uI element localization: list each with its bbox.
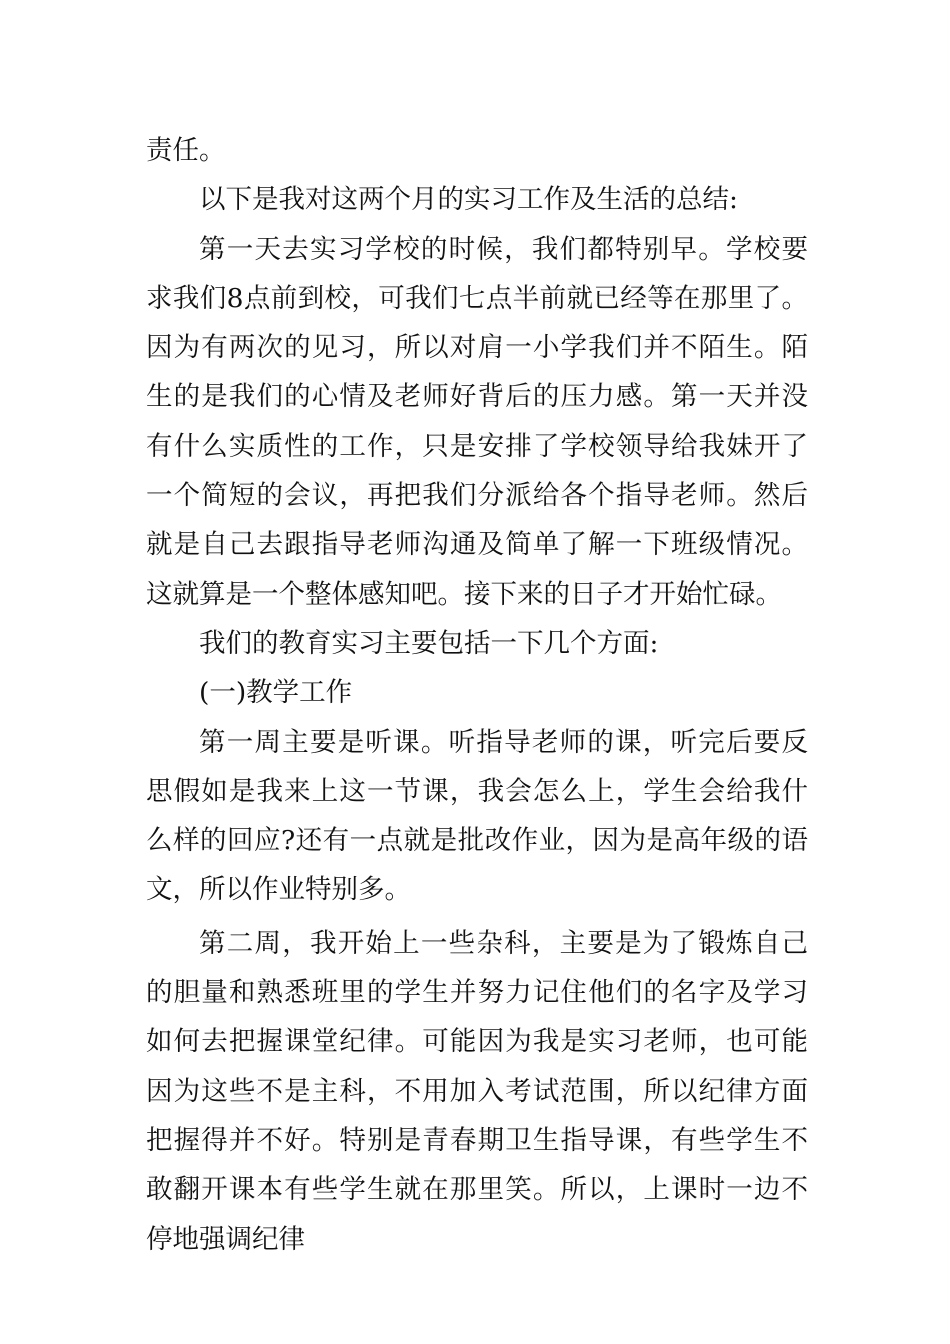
paragraph-first-day: 第一天去实习学校的时候，我们都特别早。学校要求我们8点前到校，可我们七点半前就已经等在那里了。因为有两次的见习，所以对肩一小学我们并不陌生。陌生的是我们的心情及老师好背后的压力感。第一天并没有什么实质性的工作，只是安排了学校领导给我妹开了一个简短的会议，再把我们分派给各个指导老师。然后就是自己去跟指导老师沟通及简单了解一下班级情况。这就算是一个整体感知吧。接下来的日子才开始忙碌。 bbox=[146, 233, 808, 610]
paragraph-summary-intro: 以下是我对这两个月的实习工作及生活的总结: bbox=[199, 184, 738, 216]
paragraph-first-week: 第一周主要是听课。听指导老师的课，听完后要反思假如是我来上这一节课，我会怎么上，学生会给我什么样的回应?还有一点就是批改作业，因为是高年级的语文，所以作业特别多。 bbox=[146, 726, 808, 906]
paragraph-continuation: 责任。 bbox=[146, 135, 226, 166]
section-heading-teaching: (一)教学工作 bbox=[199, 677, 353, 709]
paragraph-internship-aspects: 我们的教育实习主要包括一下几个方面: bbox=[199, 627, 659, 659]
document-body bbox=[146, 126, 808, 1264]
paragraph-second-week: 第二周，我开始上一些杂科，主要是为了锻炼自己的胆量和熟悉班里的学生并努力记住他们的名字及学习如何去把握课堂纪律。可能因为我是实习老师，也可能因为这些不是主科，不用加入考试范围，所以纪律方面把握得并不好。特别是青春期卫生指导课，有些学生不敢翻开课本有些学生就在那里笑。所以，上课时一边不停地强调纪律 bbox=[146, 927, 808, 1255]
